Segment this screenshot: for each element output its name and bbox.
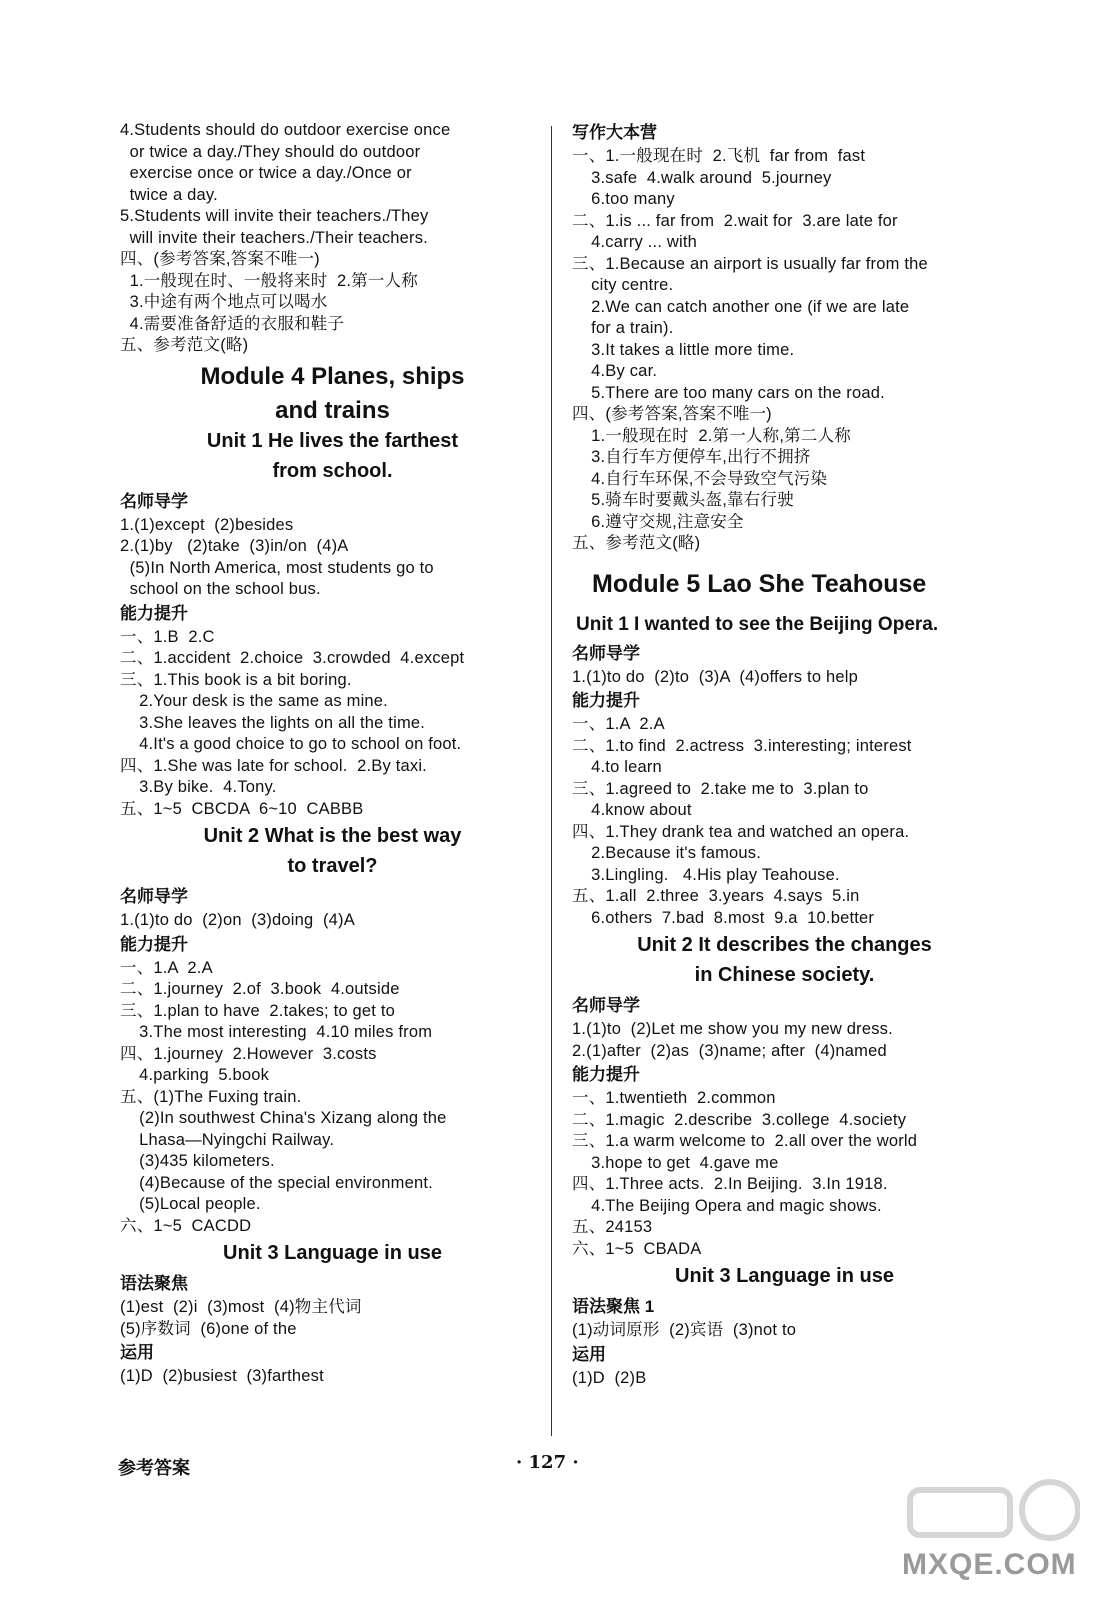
answer-line: 1.(1)except (2)besides <box>120 515 294 534</box>
unit-title: Unit 1 He lives the farthest <box>206 429 459 452</box>
answer-line: 4.parking 5.book <box>120 1066 270 1084</box>
answer-line: 1.(1)to do (2)on (3)doing (4)A <box>120 911 355 929</box>
column-divider <box>551 126 552 1436</box>
section-heading: 写作大本营 <box>572 123 657 142</box>
answer-line: 三、1.This book is a bit boring. <box>120 670 352 689</box>
answer-line: (1)D (2)B <box>572 1368 647 1387</box>
left-column <box>120 120 545 1388</box>
answer-line: 五、1.all 2.three 3.years 4.says 5.in <box>572 887 860 905</box>
answer-line: 1.一般现在时 2.第一人称,第二人称 <box>572 426 851 445</box>
answer-line: 4.Students should do outdoor exercise once <box>120 121 451 139</box>
section-heading: 名师导学 <box>120 491 188 511</box>
answer-line: 3.hope to get 4.gave me <box>572 1153 779 1172</box>
answer-line: 二、1.journey 2.of 3.book 4.outside <box>120 980 400 998</box>
module-title: and trains <box>275 396 390 424</box>
answer-line: 三、1.a warm welcome to 2.all over the world <box>572 1132 918 1150</box>
answer-line: 三、1.Because an airport is usually far from the <box>572 254 928 273</box>
footer-label: 参考答案 <box>118 1458 190 1479</box>
unit-title: Unit 1 I wanted to see the Beijing Opera. <box>576 613 939 635</box>
answer-line: or twice a day./They should do outdoor <box>120 142 421 161</box>
answer-line: city centre. <box>572 276 674 294</box>
answer-line: (4)Because of the special environment. <box>120 1173 433 1192</box>
answer-line: 4.to learn <box>572 758 662 776</box>
section-heading: 名师导学 <box>120 887 188 906</box>
watermark-text: MXQE.COM <box>902 1548 1077 1581</box>
answer-line: 4.自行车环保,不会导致空气污染 <box>572 469 828 488</box>
answer-line: 五、(1)The Fuxing train. <box>120 1087 302 1106</box>
section-heading: 语法聚焦 1 <box>572 1297 655 1316</box>
answer-line: (2)In southwest China's Xizang along the <box>120 1109 447 1127</box>
unit-title: Unit 3 Language in use <box>675 1265 894 1287</box>
answer-line: 4.The Beijing Opera and magic shows. <box>572 1196 882 1215</box>
answer-line: 五、24153 <box>572 1218 653 1236</box>
answer-line: 四、(参考答案,答案不唯一) <box>572 405 772 423</box>
answer-line: 一、1.B 2.C <box>120 627 215 646</box>
answer-line: 2.(1)by (2)take (3)in/on (4)A <box>120 537 349 555</box>
section-heading: 能力提升 <box>120 934 188 954</box>
unit-title: Unit 3 Language in use <box>223 1242 442 1264</box>
answer-line: 3.She leaves the lights on all the time. <box>120 713 426 732</box>
answer-line: 一、1.A 2.A <box>120 958 213 977</box>
section-heading: 能力提升 <box>120 603 188 623</box>
answer-line: 二、1.accident 2.choice 3.crowded 4.except <box>120 649 465 667</box>
answer-line: 4.需要准备舒适的衣服和鞋子 <box>120 314 345 333</box>
answer-line: exercise once or twice a day./Once or <box>120 164 412 182</box>
answer-line: 5.骑车时要戴头盔,靠右行驶 <box>572 491 794 509</box>
answer-line: (5)In North America, most students go to <box>120 558 434 577</box>
answer-line: 五、参考范文(略) <box>572 534 701 552</box>
section-heading: 名师导学 <box>572 996 640 1015</box>
answer-line: 3.safe 4.walk around 5.journey <box>572 168 832 187</box>
unit-title: Unit 2 What is the best way <box>203 825 462 847</box>
answer-line: 1.一般现在时、一般将来时 2.第一人称 <box>120 271 418 290</box>
answer-line: for a train). <box>572 319 674 337</box>
answer-line: 6.遵守交规,注意安全 <box>572 512 744 531</box>
section-heading: 运用 <box>572 1344 606 1364</box>
answer-line: (3)435 kilometers. <box>120 1152 275 1170</box>
answer-line: 2.We can catch another one (if we are late <box>572 297 910 316</box>
answer-line: 一、1.twentieth 2.common <box>572 1089 776 1107</box>
answer-line: 二、1.magic 2.describe 3.college 4.society <box>572 1110 907 1129</box>
page-number: · 127 · <box>516 1452 579 1473</box>
answer-line: Lhasa—Nyingchi Railway. <box>120 1130 335 1149</box>
module-title: Module 4 Planes, ships <box>200 362 465 390</box>
answer-line: 5.There are too many cars on the road. <box>572 383 885 402</box>
unit-title: in Chinese society. <box>694 964 875 986</box>
answer-line: 1.(1)to do (2)to (3)A (4)offers to help <box>572 667 858 686</box>
right-column <box>572 120 997 1389</box>
section-heading: 能力提升 <box>572 1065 640 1084</box>
unit-title: Unit 2 It describes the changes <box>637 934 932 956</box>
answer-line: (1)est (2)i (3)most (4)物主代词 <box>120 1298 362 1316</box>
answer-line: 一、1.一般现在时 2.飞机 far from fast <box>572 147 866 165</box>
module-title: Module 5 Lao She Teahouse <box>592 569 927 598</box>
answer-line: 4.carry ... with <box>572 233 698 251</box>
answer-line: 四、1.journey 2.However 3.costs <box>120 1044 377 1063</box>
answer-line: 3.Lingling. 4.His play Teahouse. <box>572 865 840 884</box>
answer-line: 一、1.A 2.A <box>572 715 665 733</box>
answer-line: 3.中途有两个地点可以喝水 <box>120 293 328 311</box>
answer-line: 2.Because it's famous. <box>572 844 762 862</box>
answer-line: 三、1.plan to have 2.takes; to get to <box>120 1001 396 1020</box>
answer-line: 六、1~5 CBADA <box>572 1239 702 1258</box>
answer-line: 六、1~5 CACDD <box>120 1216 252 1235</box>
answer-line: 4.By car. <box>572 362 658 380</box>
answer-line: 3.It takes a little more time. <box>572 340 795 359</box>
section-heading: 名师导学 <box>572 643 640 663</box>
answer-line: twice a day. <box>120 185 218 204</box>
answer-line: (5)Local people. <box>120 1195 261 1213</box>
answer-line: 四、(参考答案,答案不唯一) <box>120 250 320 268</box>
answer-line: 5.Students will invite their teachers./They <box>120 207 429 225</box>
answer-line: 6.too many <box>572 190 675 208</box>
answer-line: 四、1.Three acts. 2.In Beijing. 3.In 1918. <box>572 1175 888 1193</box>
answer-line: (5)序数词 (6)one of the <box>120 1319 297 1338</box>
answer-line: 3.The most interesting 4.10 miles from <box>120 1023 433 1041</box>
answer-line: (1)动词原形 (2)宾语 (3)not to <box>572 1321 797 1339</box>
answer-line: 四、1.They drank tea and watched an opera. <box>572 822 910 841</box>
answer-line: 6.others 7.bad 8.most 9.a 10.better <box>572 908 875 927</box>
answer-line: 4.know about <box>572 801 692 819</box>
answer-line: 三、1.agreed to 2.take me to 3.plan to <box>572 779 869 798</box>
answer-line: school on the school bus. <box>120 580 321 598</box>
answer-line: will invite their teachers./Their teachers. <box>120 228 428 247</box>
answer-line: (1)D (2)busiest (3)farthest <box>120 1367 324 1385</box>
answer-line: 1.(1)to (2)Let me show you my new dress. <box>572 1020 893 1038</box>
answer-line: 五、参考范文(略) <box>120 336 249 354</box>
answer-line: 3.自行车方便停车,出行不拥挤 <box>572 448 811 466</box>
answer-line: 五、1~5 CBCDA 6~10 CABBB <box>120 799 364 818</box>
answer-line: 二、1.to find 2.actress 3.interesting; interest <box>572 736 912 755</box>
unit-title: from school. <box>272 459 393 482</box>
section-heading: 能力提升 <box>572 691 640 710</box>
unit-title: to travel? <box>287 855 378 877</box>
answer-line: 3.By bike. 4.Tony. <box>120 778 277 796</box>
section-heading: 运用 <box>120 1343 154 1362</box>
answer-line: 四、1.She was late for school. 2.By taxi. <box>120 756 427 775</box>
answer-line: 4.It's a good choice to go to school on foot. <box>120 735 462 753</box>
section-heading: 语法聚焦 <box>120 1274 188 1293</box>
answer-line: 二、1.is ... far from 2.wait for 3.are late for <box>572 211 898 230</box>
answer-line: 2.Your desk is the same as mine. <box>120 692 388 710</box>
answer-line: 2.(1)after (2)as (3)name; after (4)named <box>572 1041 887 1060</box>
